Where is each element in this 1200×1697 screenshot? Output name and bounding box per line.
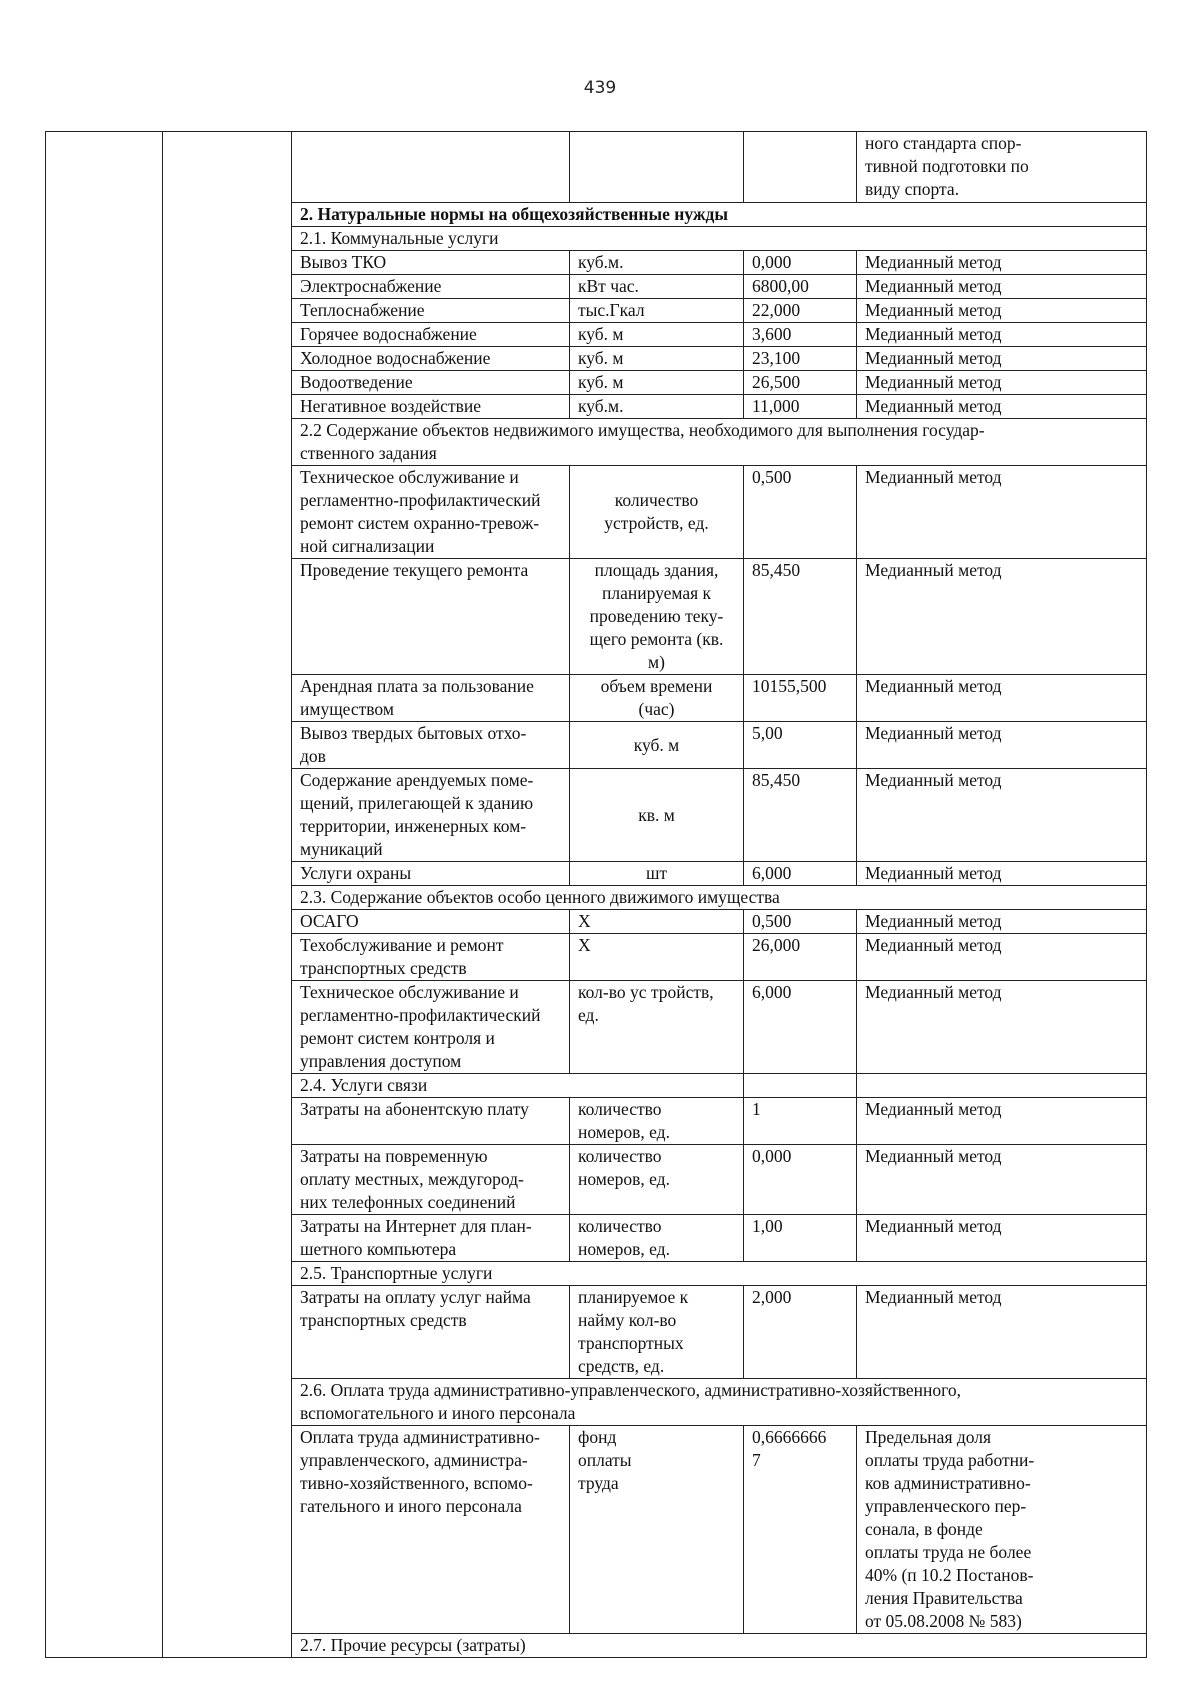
item-name: Оплата труда административно- управленческого, администра- тивно-хозяйственного, вспомо- гательного и иного персонала bbox=[292, 1426, 570, 1634]
item-name: Затраты на повременную оплату местных, междугород- них телефонных соединений bbox=[292, 1145, 570, 1215]
section-title: 2.7. Прочие ресурсы (затраты) bbox=[292, 1634, 1147, 1658]
item-name: Техническое обслуживание и регламентно-профилактический ремонт систем охранно-тревож- ной сигнализации bbox=[292, 466, 570, 559]
item-value: 0,500 bbox=[744, 910, 857, 934]
item-name: Арендная плата за пользование имуществом bbox=[292, 675, 570, 722]
item-method: Медианный метод bbox=[857, 559, 1147, 675]
item-unit: куб. м bbox=[570, 371, 744, 395]
item-method: Медианный метод bbox=[857, 275, 1147, 299]
item-name: Вывоз твердых бытовых отхо- дов bbox=[292, 722, 570, 769]
item-unit: куб.м. bbox=[570, 395, 744, 419]
item-value: 11,000 bbox=[744, 395, 857, 419]
item-method: Медианный метод bbox=[857, 934, 1147, 981]
item-name: Водоотведение bbox=[292, 371, 570, 395]
item-value: 85,450 bbox=[744, 559, 857, 675]
item-method: Медианный метод bbox=[857, 347, 1147, 371]
item-unit: площадь здания, планируемая к проведению теку- щего ремонта (кв. м) bbox=[570, 559, 744, 675]
item-name: ОСАГО bbox=[292, 910, 570, 934]
item-name: Горячее водоснабжение bbox=[292, 323, 570, 347]
continuation-row bbox=[46, 132, 1147, 203]
item-name: Теплоснабжение bbox=[292, 299, 570, 323]
item-value: 3,600 bbox=[744, 323, 857, 347]
item-name: Затраты на оплату услуг найма транспортных средств bbox=[292, 1286, 570, 1379]
item-method: Медианный метод bbox=[857, 910, 1147, 934]
item-name: Проведение текущего ремонта bbox=[292, 559, 570, 675]
item-unit: куб. м bbox=[570, 347, 744, 371]
section-title: 2.1. Коммунальные услуги bbox=[292, 227, 1147, 251]
page-number: 439 bbox=[583, 78, 617, 98]
item-method: Медианный метод bbox=[857, 722, 1147, 769]
item-unit: Х bbox=[570, 910, 744, 934]
item-unit: куб. м bbox=[570, 323, 744, 347]
item-method: Медианный метод bbox=[857, 769, 1147, 862]
item-method: Медианный метод bbox=[857, 1215, 1147, 1262]
item-value: 23,100 bbox=[744, 347, 857, 371]
item-unit: планируемое к найму кол-во транспортных средств, ед. bbox=[570, 1286, 744, 1379]
item-name: Вывоз ТКО bbox=[292, 251, 570, 275]
item-method: Медианный метод bbox=[857, 675, 1147, 722]
item-name: Услуги охраны bbox=[292, 862, 570, 886]
item-value: 5,00 bbox=[744, 722, 857, 769]
item-unit: кол-во ус тройств, ед. bbox=[570, 981, 744, 1074]
section-title: 2. Натуральные нормы на общехозяйственные нужды bbox=[292, 203, 1147, 227]
section-title: 2.5. Транспортные услуги bbox=[292, 1262, 1147, 1286]
item-method: Медианный метод bbox=[857, 1286, 1147, 1379]
item-value: 0,000 bbox=[744, 1145, 857, 1215]
item-unit: количество номеров, ед. bbox=[570, 1215, 744, 1262]
item-method: Медианный метод bbox=[857, 299, 1147, 323]
section-title: 2.4. Услуги связи bbox=[292, 1074, 744, 1098]
item-value: 0,000 bbox=[744, 251, 857, 275]
item-unit: количество номеров, ед. bbox=[570, 1098, 744, 1145]
item-unit: куб. м bbox=[570, 722, 744, 769]
item-value: 26,500 bbox=[744, 371, 857, 395]
item-value: 1 bbox=[744, 1098, 857, 1145]
section-title: 2.3. Содержание объектов особо ценного движимого имущества bbox=[292, 886, 1147, 910]
item-unit: фонд оплаты труда bbox=[570, 1426, 744, 1634]
item-method: Медианный метод bbox=[857, 1145, 1147, 1215]
item-method: Медианный метод bbox=[857, 862, 1147, 886]
item-unit: кв. м bbox=[570, 769, 744, 862]
item-unit: количество устройств, ед. bbox=[570, 466, 744, 559]
section-title: 2.2 Содержание объектов недвижимого имущества, необходимого для выполнения государ- ственного задания bbox=[292, 419, 1147, 466]
item-name: Затраты на Интернет для план- шетного компьютера bbox=[292, 1215, 570, 1262]
item-value: 1,00 bbox=[744, 1215, 857, 1262]
item-name: Техобслуживание и ремонт транспортных средств bbox=[292, 934, 570, 981]
item-method: Медианный метод bbox=[857, 466, 1147, 559]
item-unit: куб.м. bbox=[570, 251, 744, 275]
item-unit: объем времени (час) bbox=[570, 675, 744, 722]
item-name: Негативное воздействие bbox=[292, 395, 570, 419]
item-value: 0,6666666 7 bbox=[744, 1426, 857, 1634]
item-method: Медианный метод bbox=[857, 1098, 1147, 1145]
item-value: 6800,00 bbox=[744, 275, 857, 299]
continuation-text: ного стандарта спор- тивной подготовки по виду спорта. bbox=[857, 132, 1147, 203]
item-name: Электроснабжение bbox=[292, 275, 570, 299]
item-method: Медианный метод bbox=[857, 251, 1147, 275]
empty-cell bbox=[744, 1074, 857, 1098]
item-name: Холодное водоснабжение bbox=[292, 347, 570, 371]
item-name: Затраты на абонентскую плату bbox=[292, 1098, 570, 1145]
item-name: Содержание арендуемых поме- щений, прилегающей к зданию территории, инженерных ком- муникаций bbox=[292, 769, 570, 862]
item-value: 6,000 bbox=[744, 862, 857, 886]
item-unit: кВт час. bbox=[570, 275, 744, 299]
col2-empty bbox=[163, 132, 292, 1658]
col1-empty bbox=[46, 132, 163, 1658]
item-value: 2,000 bbox=[744, 1286, 857, 1379]
section-title: 2.6. Оплата труда административно-управленческого, административно-хозяйственного, вспомогательного и иного персонала bbox=[292, 1379, 1147, 1426]
item-name: Техническое обслуживание и регламентно-профилактический ремонт систем контроля и управления доступом bbox=[292, 981, 570, 1074]
item-method: Медианный метод bbox=[857, 371, 1147, 395]
item-value: 6,000 bbox=[744, 981, 857, 1074]
item-method: Медианный метод bbox=[857, 323, 1147, 347]
item-value: 22,000 bbox=[744, 299, 857, 323]
item-method: Предельная доля оплаты труда работни- ков административно- управленческого пер- сонала, в фонде оплаты труда не более 40% (п 10.2 Постанов- ления Правительства от 05.08.2008 № 583) bbox=[857, 1426, 1147, 1634]
item-method: Медианный метод bbox=[857, 981, 1147, 1074]
item-unit: Х bbox=[570, 934, 744, 981]
item-unit: тыс.Гкал bbox=[570, 299, 744, 323]
empty-cell bbox=[857, 1074, 1147, 1098]
item-value: 26,000 bbox=[744, 934, 857, 981]
item-unit: количество номеров, ед. bbox=[570, 1145, 744, 1215]
item-value: 0,500 bbox=[744, 466, 857, 559]
item-unit: шт bbox=[570, 862, 744, 886]
item-value: 10155,500 bbox=[744, 675, 857, 722]
item-method: Медианный метод bbox=[857, 395, 1147, 419]
norms-table bbox=[45, 131, 1147, 1658]
item-value: 85,450 bbox=[744, 769, 857, 862]
